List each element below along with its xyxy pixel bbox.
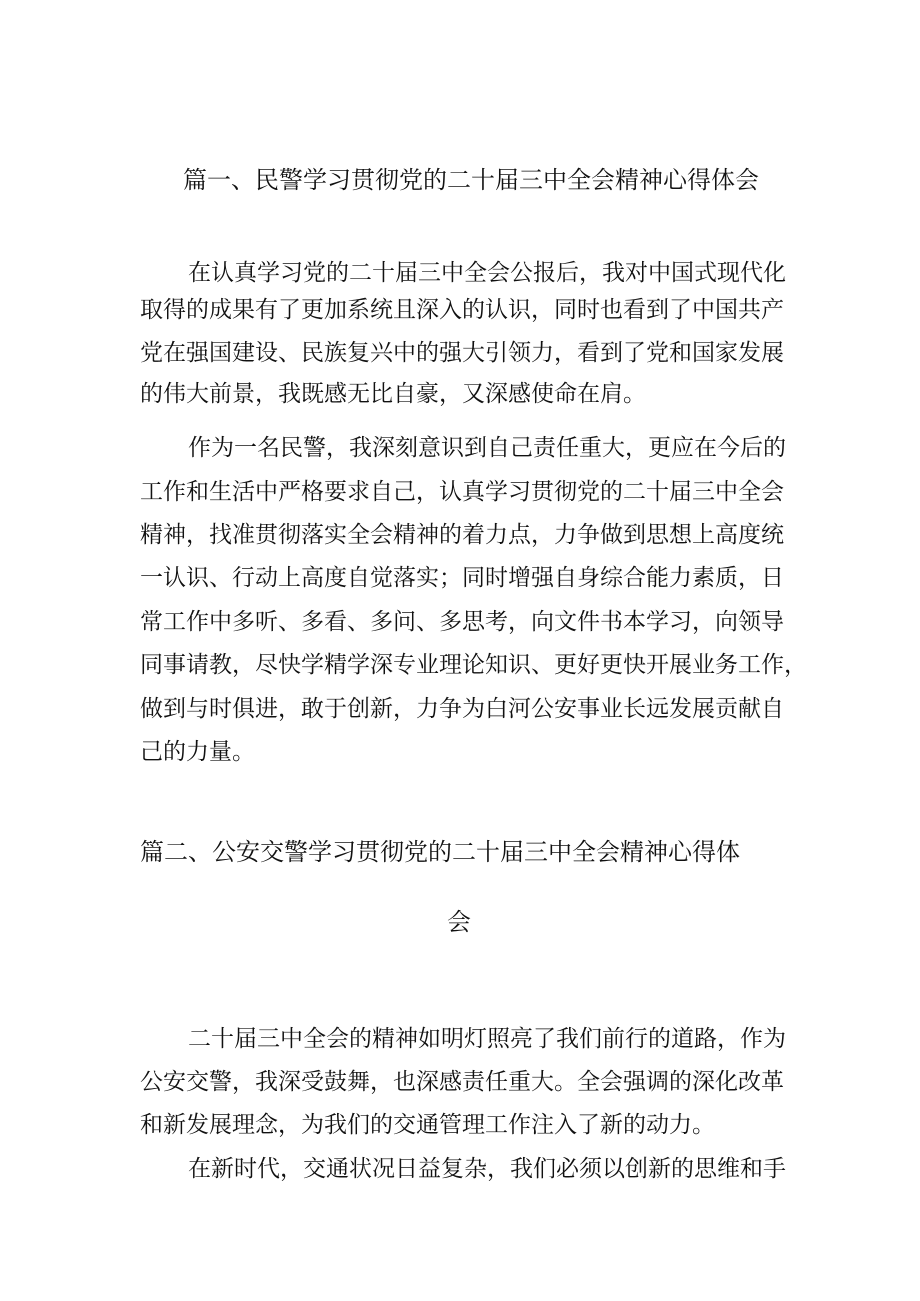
- text-line: 工作和生活中严格要求自己，认真学习贯彻党的二十届三中全会: [140, 479, 784, 505]
- text-line: 在新时代，交通状况日益复杂，我们必须以创新的思维和手: [188, 1156, 786, 1182]
- text-line: 精神，找准贯彻落实全会精神的着力点，力争做到思想上高度统: [140, 522, 784, 548]
- section-2-title: 篇二、公安交警学习贯彻党的二十届三中全会精神心得体: [140, 838, 740, 866]
- text-line: 取得的成果有了更加系统且深入的认识，同时也看到了中国共产: [140, 297, 784, 323]
- text-line: 作为一名民警，我深刻意识到自己责任重大，更应在今后的: [188, 435, 786, 461]
- text-line: 和新发展理念，为我们的交通管理工作注入了新的动力。: [140, 1112, 715, 1138]
- text-line: 公安交警，我深受鼓舞，也深感责任重大。全会强调的深化改革: [140, 1069, 784, 1095]
- text-line: 党在强国建设、民族复兴中的强大引领力，看到了党和国家发展: [140, 340, 784, 366]
- text-line: 常工作中多听、多看、多问、多思考，向文件书本学习，向领导: [140, 609, 784, 635]
- section-2-title-continuation: 会: [447, 908, 471, 936]
- text-line: 一认识、行动上高度自觉落实；同时增强自身综合能力素质，日: [140, 565, 784, 591]
- text-line: 二十届三中全会的精神如明灯照亮了我们前行的道路，作为: [188, 1026, 786, 1052]
- text-line: 的伟大前景，我既感无比自豪，又深感使命在肩。: [140, 381, 646, 407]
- text-line: 做到与时俱进，敢于创新，力争为白河公安事业长远发展贡献自: [140, 696, 784, 722]
- section-1-title: 篇一、民警学习贯彻党的二十届三中全会精神心得体会: [183, 166, 759, 194]
- text-line: 同事请教，尽快学精学深专业理论知识、更好更快开展业务工作，: [140, 652, 807, 678]
- text-line: 在认真学习党的二十届三中全会公报后，我对中国式现代化: [188, 260, 786, 286]
- text-line: 己的力量。: [140, 739, 255, 765]
